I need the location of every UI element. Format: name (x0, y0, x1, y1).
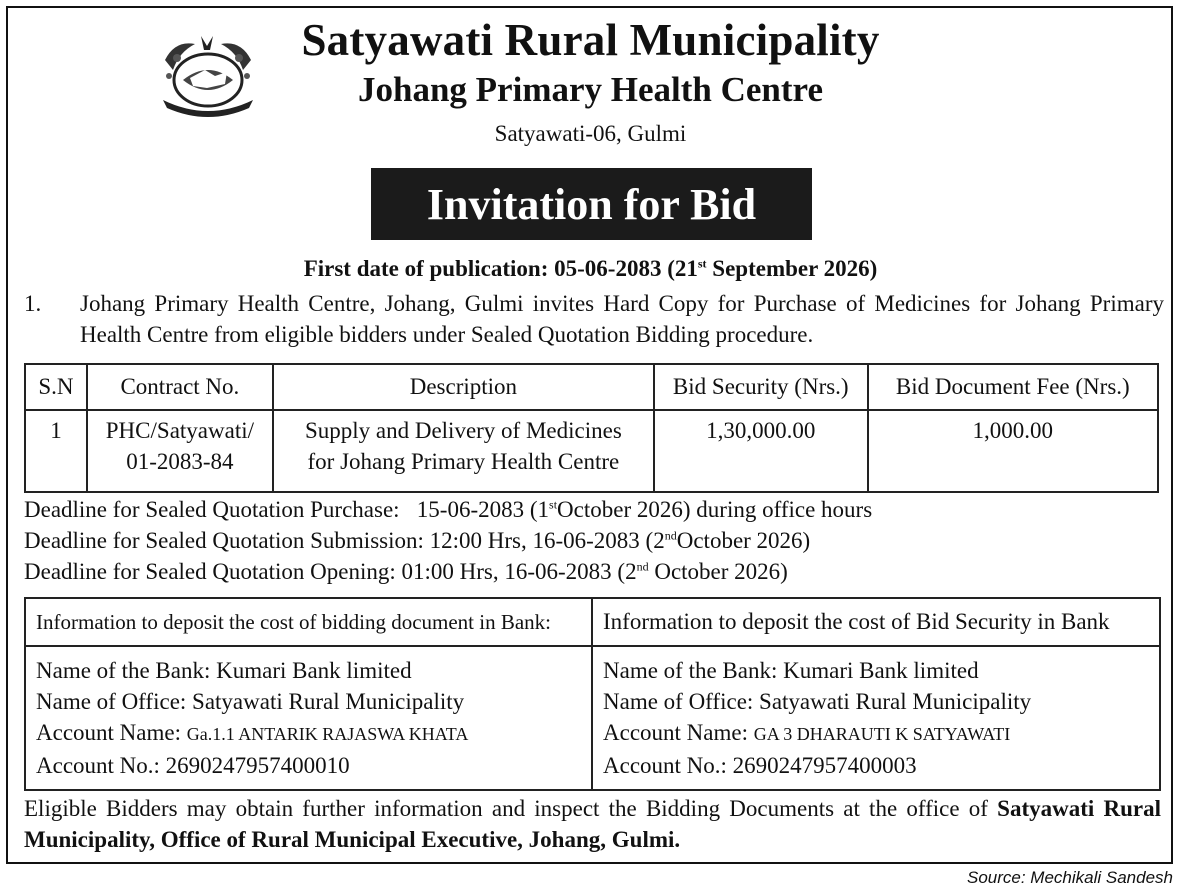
deadlines (24, 494, 872, 587)
account-name (603, 717, 1149, 750)
footer-office: Satyawati Rural Municipality, Office of Rural Municipal Executive, Johang, Gulmi. (24, 796, 1161, 852)
account-number: Account No.: 2690247957400003 (603, 753, 917, 778)
notice-paragraph (24, 288, 1164, 350)
bank-info-document (25, 646, 592, 790)
deadline-purchase-rest: October 2026) during office hours (557, 497, 873, 522)
address: Satyawati-06, Gulmi (494, 121, 687, 146)
bank-header-document: Information to deposit the cost of bidding document in Bank: (25, 598, 592, 646)
description-line-2: for Johang Primary Health Centre (307, 449, 620, 474)
contract-line-2: 01-2083-84 (126, 449, 234, 474)
pub-date-sup: st (697, 256, 707, 271)
bank-info-security (592, 646, 1160, 790)
cell-contract-no (87, 410, 273, 492)
paragraph-number: 1. (24, 291, 42, 316)
cell-description (273, 410, 654, 492)
cell-bid-security: 1,30,000.00 (654, 410, 868, 492)
bid-table (24, 363, 1159, 493)
publication-date (0, 256, 1181, 282)
deadline-opening (24, 556, 872, 587)
account-name-value: GA 3 DHARAUTI K SATYAWATI (753, 724, 1011, 744)
cell-doc-fee: 1,000.00 (868, 410, 1158, 492)
health-centre-name: Johang Primary Health Centre (358, 70, 823, 109)
description-line-1: Supply and Delivery of Medicines (304, 418, 622, 443)
office-name: Name of Office: Satyawati Rural Municipality (603, 689, 1032, 714)
table-row (25, 410, 1158, 492)
col-bid-security: Bid Security (Nrs.) (654, 364, 868, 410)
account-name-value: Ga.1.1 ANTARIK RAJASWA KHATA (186, 724, 469, 744)
col-contract-no: Contract No. (87, 364, 273, 410)
pub-date-text: First date of publication: 05-06-2083 (21 (303, 256, 698, 281)
notice-title-text: Invitation for Bid (426, 179, 757, 229)
contract-line-1: PHC/Satyawati/ (105, 418, 254, 443)
account-name-label: Account Name: (603, 720, 754, 745)
deadline-opening-rest: October 2026) (648, 559, 788, 584)
bid-table-header (25, 364, 1158, 410)
source-credit: Source: Mechikali Sandesh (966, 868, 1173, 887)
deadline-opening-sup: nd (636, 559, 649, 574)
deadline-purchase-sup: st (549, 497, 558, 512)
footer-note (24, 793, 1161, 855)
office-name: Name of Office: Satyawati Rural Municipality (36, 689, 465, 714)
table-row (25, 646, 1160, 790)
bank-info-table (24, 597, 1161, 791)
bank-name: Name of the Bank: Kumari Bank limited (36, 658, 412, 683)
col-sn: S.N (25, 364, 87, 410)
deadline-purchase (24, 494, 872, 525)
account-name (36, 717, 581, 750)
deadline-submission-text: Deadline for Sealed Quotation Submission: 12:00 Hrs, 16-06-2083 (2 (24, 528, 665, 553)
municipality-name: Satyawati Rural Municipality (301, 15, 880, 65)
bank-header-security: Information to deposit the cost of Bid Security in Bank (592, 598, 1160, 646)
footer-text: Eligible Bidders may obtain further information and inspect the Bidding Documents at the office of (24, 796, 998, 821)
notice-title (371, 168, 812, 240)
deadline-opening-text: Deadline for Sealed Quotation Opening: 01:00 Hrs, 16-06-2083 (2 (24, 559, 637, 584)
paragraph-text: Johang Primary Health Centre, Johang, Gulmi invites Hard Copy for Purchase of Medicines for Johang Primary Health Centre from eligible bidders under Sealed Quotation Bidding procedure. (80, 291, 1164, 347)
col-description: Description (273, 364, 654, 410)
deadline-purchase-text: Deadline for Sealed Quotation Purchase: 15-06-2083 (1 (24, 497, 550, 522)
deadline-submission-rest: October 2026) (676, 528, 811, 553)
col-doc-fee: Bid Document Fee (Nrs.) (868, 364, 1158, 410)
deadline-submission (24, 525, 872, 556)
account-name-label: Account Name: (36, 720, 187, 745)
deadline-submission-sup: nd (664, 528, 677, 543)
bank-table-header (25, 598, 1160, 646)
pub-date-suffix: September 2026) (706, 256, 878, 281)
bank-name: Name of the Bank: Kumari Bank limited (603, 658, 979, 683)
account-number: Account No.: 2690247957400010 (36, 753, 350, 778)
cell-sn: 1 (25, 410, 87, 492)
